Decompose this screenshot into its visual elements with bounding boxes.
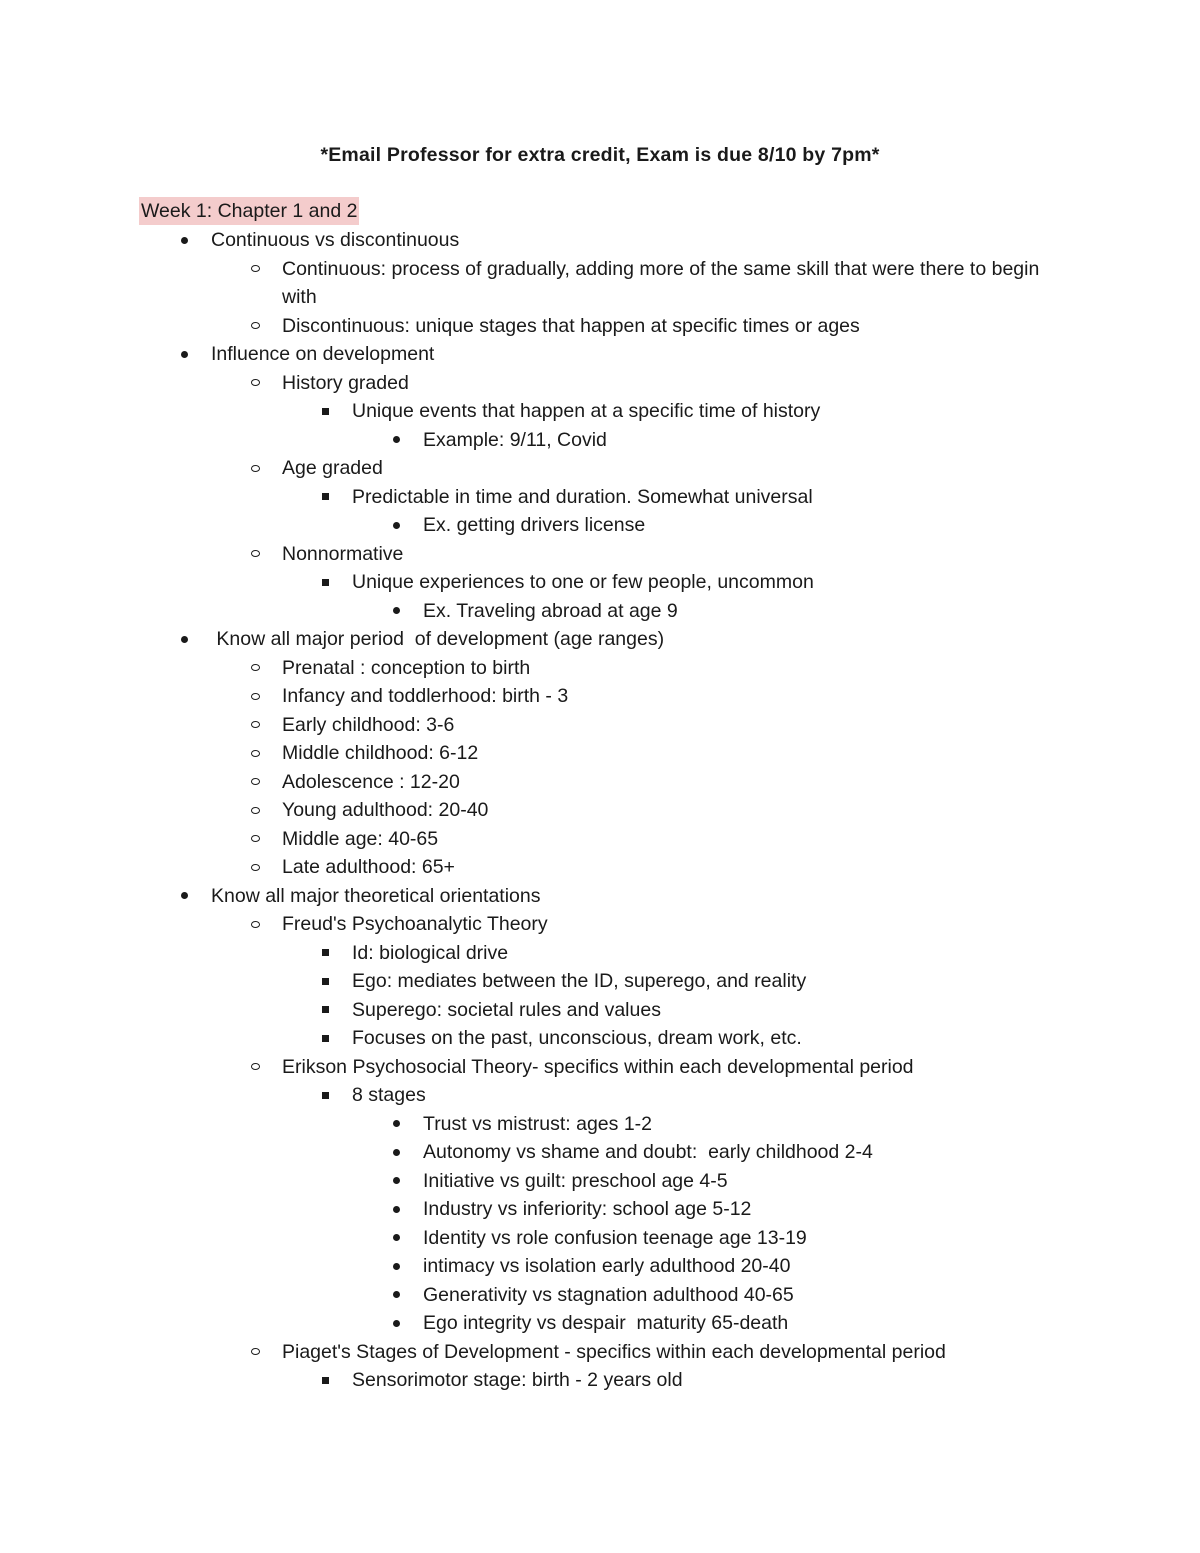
list-item-level-3 [0,996,1200,1025]
list-item-level-3 [0,483,1200,512]
list-item-level-3 [0,1366,1200,1395]
list-item-text: intimacy vs isolation early adulthood 20-40 [423,1255,791,1277]
list-item-level-4 [0,426,1200,455]
circle-bullet-icon [245,825,265,854]
circle-bullet-icon [245,312,265,341]
list-item-text: Middle childhood: 6-12 [282,742,479,764]
list-item-text: Generativity vs stagnation adulthood 40-65 [423,1283,794,1306]
list-item-level-3 [0,568,1200,597]
disc-bullet-icon [386,1224,406,1253]
square-bullet-icon [315,1366,335,1395]
list-item-text: Freud's Psychoanalytic Theory [282,913,548,935]
disc-bullet-icon [174,625,194,654]
disc-bullet-icon [386,1195,406,1224]
list-item-text: Unique events that happen at a specific time of history [352,400,821,422]
list-item-text: Ex. Traveling abroad at age 9 [423,599,678,622]
circle-bullet-icon [245,1338,265,1367]
disc-bullet-icon [386,1281,406,1310]
section-heading: Week 1: Chapter 1 and 2 [139,197,359,225]
disc-bullet-icon [386,1110,406,1139]
list-item-level-4 [0,1195,1200,1224]
list-item-level-4 [0,597,1200,626]
disc-bullet-icon [386,1167,406,1196]
list-item-text: Ex. getting drivers license [423,514,646,536]
list-item-text: Trust vs mistrust: ages 1-2 [423,1112,653,1135]
list-item-level-2 [0,711,1042,740]
list-item-text: Initiative vs guilt: preschool age 4-5 [423,1169,728,1192]
square-bullet-icon [315,967,335,996]
square-bullet-icon [315,1024,335,1053]
circle-bullet-icon [245,853,265,882]
circle-bullet-icon [245,910,265,939]
list-item-text: Identity vs role confusion teenage age 13-19 [423,1226,807,1249]
list-item-text: Superego: societal rules and values [352,998,661,1021]
square-bullet-icon [315,1081,335,1110]
list-item-level-3 [0,939,1200,968]
list-item-level-3 [0,1024,1200,1053]
list-item-text: Know all major theoretical orientations [211,884,541,907]
square-bullet-icon [315,568,335,597]
list-item-level-4 [0,1167,1200,1196]
list-item-text: 8 stages [352,1084,426,1106]
circle-bullet-icon [245,454,265,483]
list-item-level-2 [0,454,1042,483]
list-item-level-3 [0,1081,1200,1110]
list-item-level-4 [0,1252,1200,1281]
list-item-text: Middle age: 40-65 [282,827,439,850]
list-item-level-2 [0,369,1042,398]
list-item-level-4 [0,1110,1200,1139]
list-item-level-2 [0,312,1042,341]
list-item-text: Autonomy vs shame and doubt: early childhood 2-4 [423,1141,873,1163]
list-item-level-2 [0,1338,1042,1367]
list-item-level-2 [0,682,1042,711]
list-item-level-3 [0,967,1200,996]
list-item-text: Infancy and toddlerhood: birth - 3 [282,685,569,707]
list-item-level-1 [0,226,1200,255]
list-item-level-2 [0,654,1042,683]
list-item-text: Nonnormative [282,542,404,565]
list-item-text: Age graded [282,457,383,479]
outline-list [0,226,1200,1395]
list-item-level-1 [0,882,1200,911]
list-item-level-4 [0,511,1200,540]
list-item-text: Ego: mediates between the ID, superego, and reality [352,970,807,992]
list-item-text: Piaget's Stages of Development - specifics within each developmental period [282,1340,946,1363]
list-item-text: Early childhood: 3-6 [282,713,455,736]
list-item-level-1 [0,340,1200,369]
square-bullet-icon [315,483,335,512]
circle-bullet-icon [245,255,265,284]
list-item-level-2 [0,825,1042,854]
list-item-text: Late adulthood: 65+ [282,856,455,878]
disc-bullet-icon [174,882,194,911]
list-item-text: Prenatal : conception to birth [282,656,531,679]
list-item-text: Discontinuous: unique stages that happen at specific times or ages [282,314,860,337]
list-item-text: History graded [282,371,409,394]
list-item-text: Know all major period of development (age ranges) [211,628,665,650]
disc-bullet-icon [174,340,194,369]
list-item-text: Erikson Psychosocial Theory- specifics within each developmental period [282,1055,914,1078]
list-item-text: Continuous: process of gradually, adding more of the same skill that were there to begin with [282,257,1045,308]
page-title: *Email Professor for extra credit, Exam is due 8/10 by 7pm* [320,144,880,166]
list-item-level-2 [0,739,1042,768]
list-item-text: Sensorimotor stage: birth - 2 years old [352,1369,683,1391]
square-bullet-icon [315,397,335,426]
circle-bullet-icon [245,796,265,825]
circle-bullet-icon [245,540,265,569]
circle-bullet-icon [245,682,265,711]
circle-bullet-icon [245,711,265,740]
circle-bullet-icon [245,768,265,797]
disc-bullet-icon [386,1309,406,1338]
list-item-level-1 [0,625,1200,654]
disc-bullet-icon [386,426,406,455]
disc-bullet-icon [386,597,406,626]
list-item-text: Continuous vs discontinuous [211,229,460,251]
list-item-level-2 [0,255,1045,312]
list-item-level-4 [0,1309,1200,1338]
list-item-level-2 [0,796,1042,825]
list-item-level-2 [0,540,1042,569]
list-item-level-4 [0,1138,1200,1167]
list-item-text: Adolescence : 12-20 [282,770,460,793]
list-item-level-2 [0,910,1042,939]
list-item-text: Ego integrity vs despair maturity 65-death [423,1312,789,1334]
list-item-level-3 [0,397,1200,426]
list-item-level-2 [0,768,1042,797]
disc-bullet-icon [174,226,194,255]
square-bullet-icon [315,996,335,1025]
list-item-text: Industry vs inferiority: school age 5-12 [423,1198,752,1220]
disc-bullet-icon [386,1138,406,1167]
list-item-text: Id: biological drive [352,941,509,964]
list-item-level-4 [0,1224,1200,1253]
list-item-text: Example: 9/11, Covid [423,428,607,451]
circle-bullet-icon [245,369,265,398]
disc-bullet-icon [386,511,406,540]
list-item-text: Unique experiences to one or few people, uncommon [352,571,814,593]
list-item-level-4 [0,1281,1200,1310]
square-bullet-icon [315,939,335,968]
list-item-text: Influence on development [211,343,435,365]
circle-bullet-icon [245,1053,265,1082]
circle-bullet-icon [245,654,265,683]
circle-bullet-icon [245,739,265,768]
list-item-text: Focuses on the past, unconscious, dream work, etc. [352,1027,802,1049]
list-item-level-2 [0,1053,1042,1082]
list-item-text: Young adulthood: 20-40 [282,799,489,821]
list-item-text: Predictable in time and duration. Somewhat universal [352,485,813,508]
list-item-level-2 [0,853,1042,882]
disc-bullet-icon [386,1252,406,1281]
